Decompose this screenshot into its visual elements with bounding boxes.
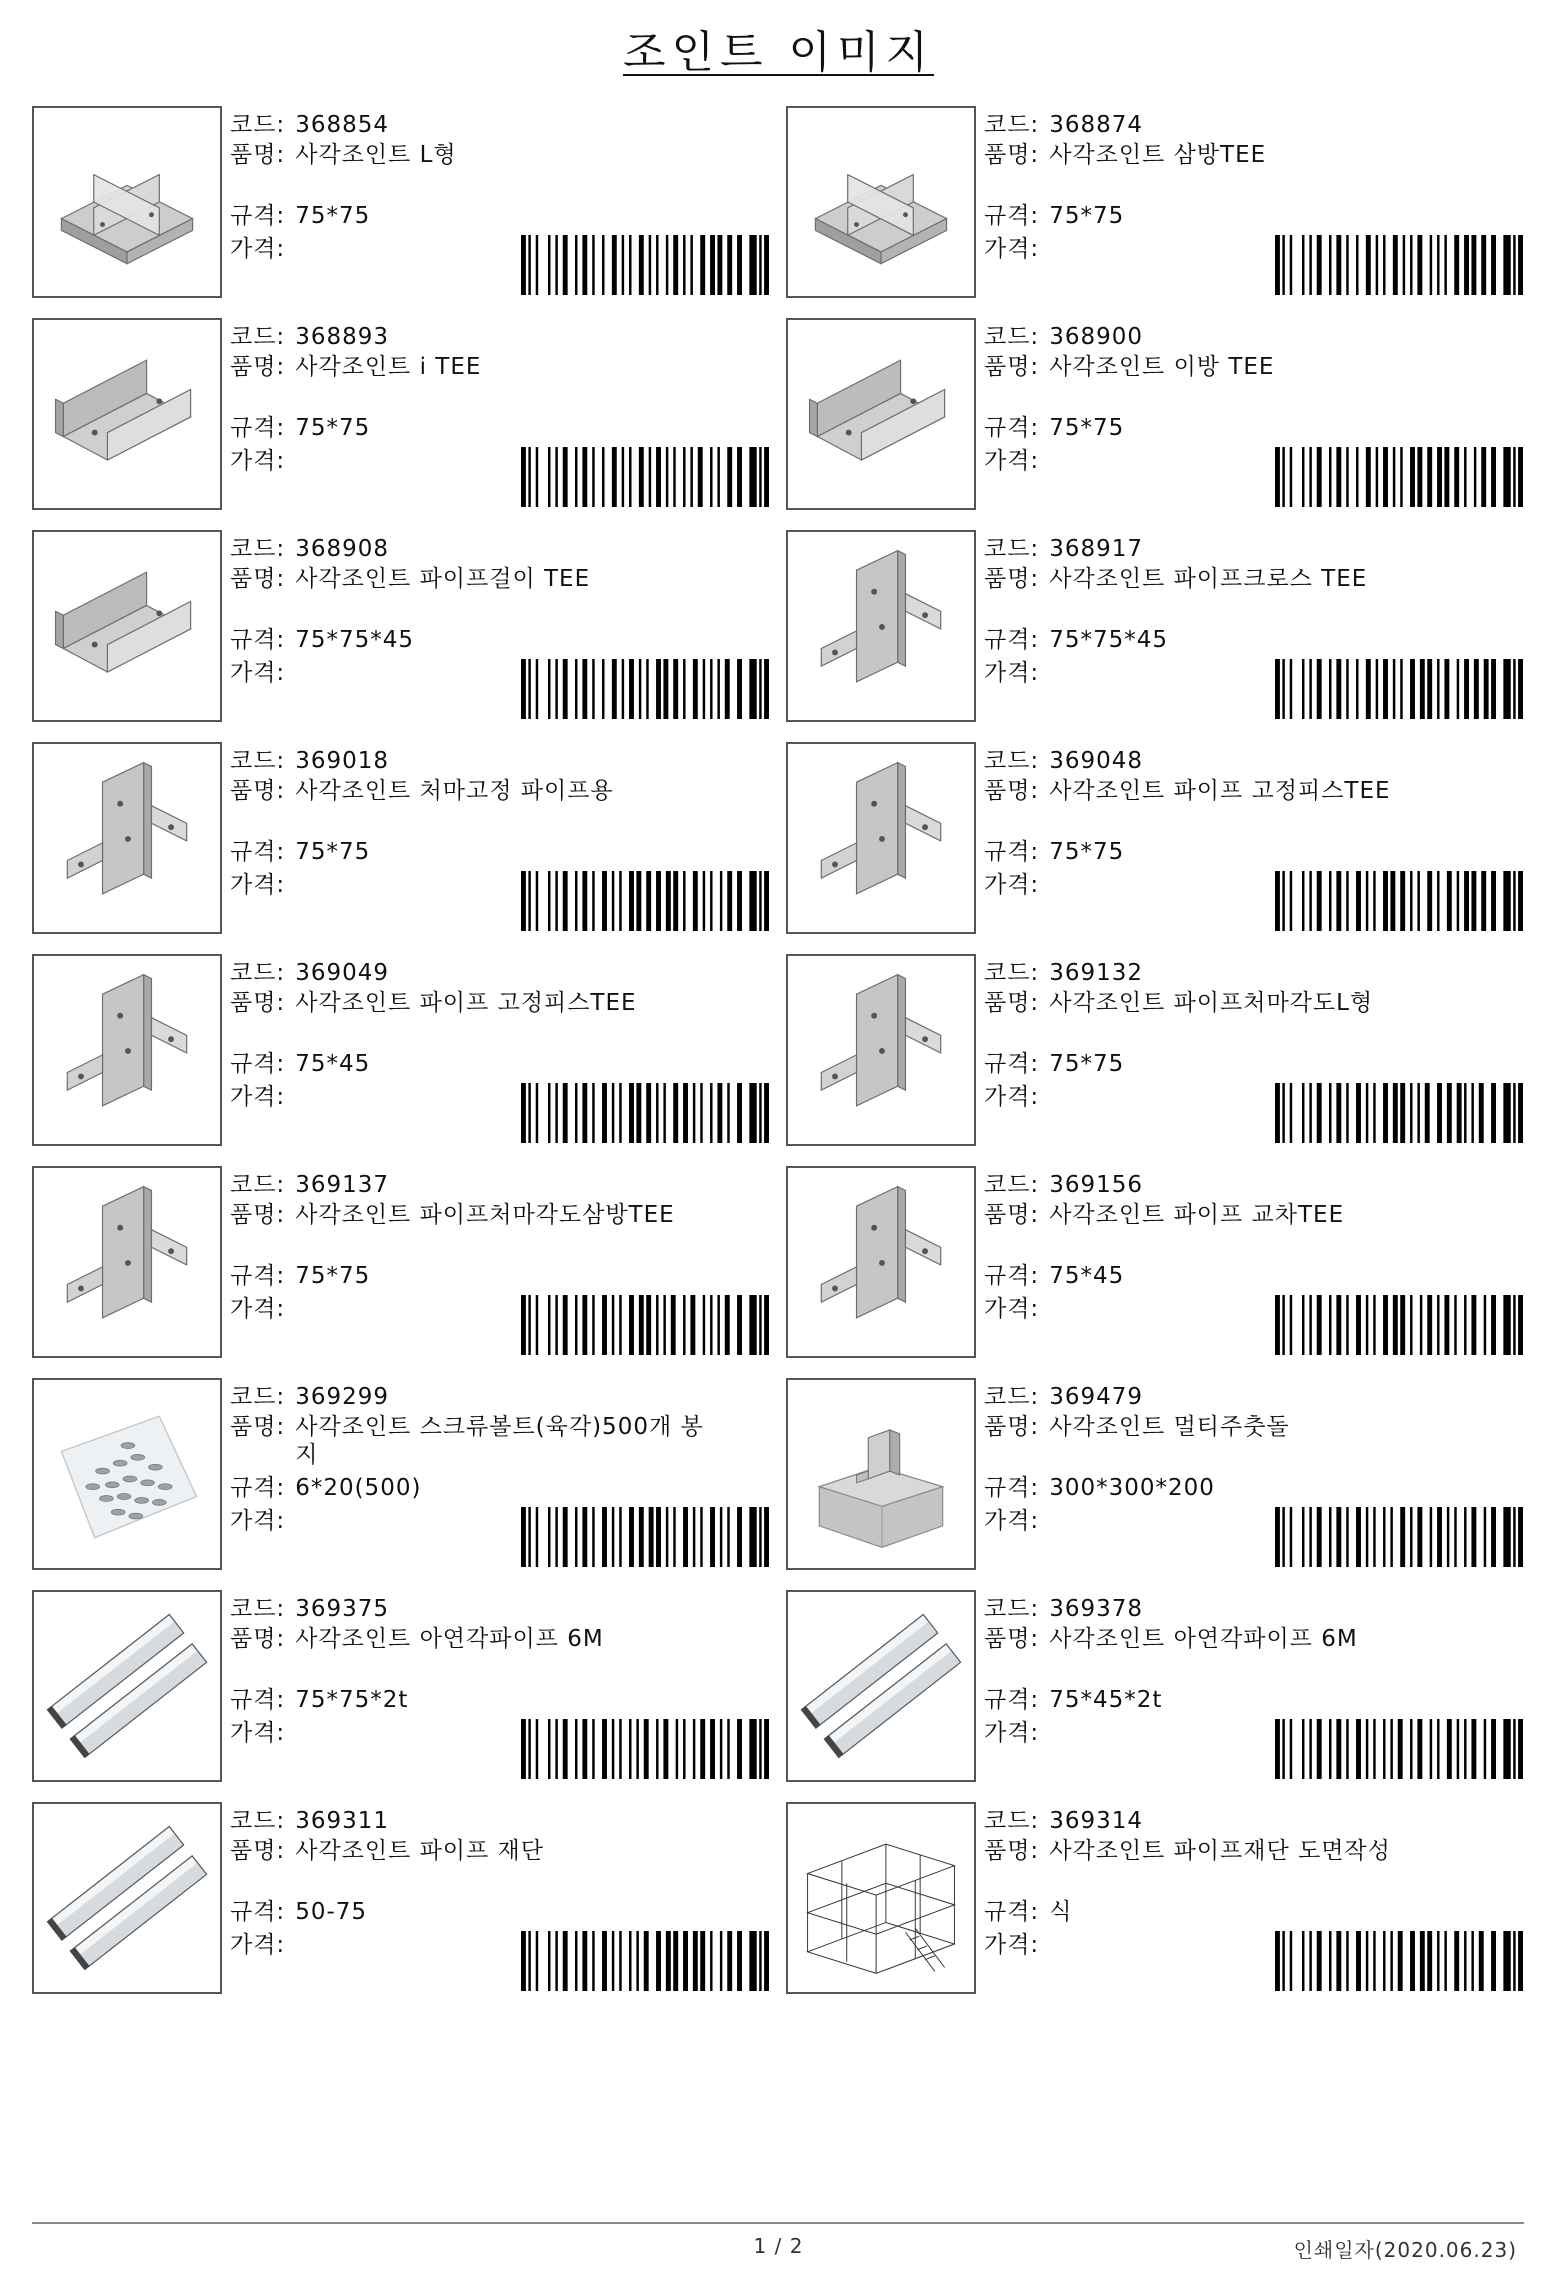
spec-line [984,1050,1124,1078]
name-line [230,141,725,169]
name-line [230,1837,725,1865]
name-label: 품명: [230,1202,286,1228]
spec-label: 규격: [230,1051,286,1077]
code-value: 368900 [1049,324,1143,350]
spec-value: 300*300*200 [1049,1475,1215,1501]
name-line [984,1625,1479,1653]
code-line [230,747,389,775]
price-label: 가격: [984,1720,1040,1746]
pipes-image [34,1804,220,1992]
code-line [984,1595,1143,1623]
page-title: 조인트 이미지 [622,27,934,78]
code-value: 369299 [295,1384,389,1410]
product-card [32,1378,786,1570]
product-card [786,318,1524,510]
spec-line [984,1898,1072,1926]
barcode [1275,871,1523,931]
price-label: 가격: [230,1932,286,1958]
price-label: 가격: [230,1508,286,1534]
code-line [230,1171,389,1199]
product-image [786,106,976,298]
code-line [984,535,1143,563]
spec-label: 규격: [984,415,1040,441]
code-label: 코드: [230,1808,286,1834]
spec-line [230,1050,370,1078]
code-label: 코드: [230,960,286,986]
price-line [984,1083,1039,1111]
spec-line [984,414,1124,442]
code-value: 368917 [1049,536,1143,562]
code-label: 코드: [230,536,286,562]
name-label: 품명: [984,1202,1040,1228]
spec-label: 규격: [230,203,286,229]
spec-value: 75*45 [295,1051,371,1077]
product-image [786,530,976,722]
product-image [786,954,976,1146]
price-label: 가격: [984,1932,1040,1958]
spec-label: 규격: [230,1475,286,1501]
price-line [230,235,285,263]
barcode [1275,1295,1523,1355]
barcode [521,235,769,295]
code-label: 코드: [984,960,1040,986]
code-value: 369378 [1049,1596,1143,1622]
price-line [230,659,285,687]
name-value: 사각조인트 아연각파이프 6M [295,1626,604,1652]
price-line [230,447,285,475]
code-label: 코드: [230,112,286,138]
product-card [786,1166,1524,1358]
spec-label: 규격: [230,839,286,865]
code-label: 코드: [230,1596,286,1622]
code-value: 369311 [295,1808,389,1834]
page-number: 1 / 2 [753,2234,804,2258]
barcode [1275,1931,1523,1991]
name-value: 사각조인트 파이프 재단 [295,1838,544,1864]
price-label: 가격: [984,660,1040,686]
name-value: 사각조인트 파이프처마각도L형 [1049,990,1374,1016]
spec-line [230,1898,367,1926]
price-label: 가격: [984,1084,1040,1110]
name-value: 사각조인트 i TEE [295,354,482,380]
spec-label: 규격: [984,1475,1040,1501]
code-line [230,959,389,987]
name-line [984,565,1479,593]
product-card [786,106,1524,298]
product-card [786,530,1524,722]
name-label: 품명: [984,354,1040,380]
product-card [786,1378,1524,1570]
product-image [786,1802,976,1994]
product-image [32,530,222,722]
name-line [984,989,1479,1017]
barcode [521,447,769,507]
product-card [32,318,786,510]
product-card [32,742,786,934]
name-label: 품명: [984,1414,1040,1440]
spec-label: 규격: [984,839,1040,865]
spec-label: 규격: [984,627,1040,653]
name-label: 품명: [230,990,286,1016]
bracket-joint-image [788,1168,974,1356]
code-label: 코드: [984,1384,1040,1410]
name-line [230,565,725,593]
spec-value: 75*75*45 [295,627,414,653]
product-card [786,954,1524,1146]
name-label: 품명: [230,354,286,380]
price-label: 가격: [230,236,286,262]
product-grid [32,106,1524,2014]
code-value: 369479 [1049,1384,1143,1410]
spec-value: 75*75*45 [1049,627,1168,653]
product-card [32,1166,786,1358]
code-line [230,1383,389,1411]
price-line [230,1295,285,1323]
name-value: 사각조인트 L형 [295,142,457,168]
spec-value: 75*45*2t [1049,1687,1163,1713]
code-value: 369018 [295,748,389,774]
spec-value: 75*75 [1049,1051,1125,1077]
price-label: 가격: [984,1296,1040,1322]
price-line [984,659,1039,687]
price-label: 가격: [984,1508,1040,1534]
barcode [521,1083,769,1143]
name-label: 품명: [984,1626,1040,1652]
price-label: 가격: [230,660,286,686]
code-line [230,1595,389,1623]
price-line [984,1719,1039,1747]
product-image [786,742,976,934]
code-value: 369156 [1049,1172,1143,1198]
product-image [786,318,976,510]
code-line [984,747,1143,775]
product-image [32,742,222,934]
spec-label: 규격: [230,627,286,653]
spec-line [984,626,1168,654]
code-line [230,323,389,351]
name-label: 품명: [984,990,1040,1016]
print-date: 인쇄일자(2020.06.23) [1293,2238,1517,2262]
spec-line [984,1262,1124,1290]
product-card [786,1802,1524,1994]
name-line [984,777,1479,805]
price-line [984,235,1039,263]
product-image [32,1802,222,1994]
barcode [1275,1719,1523,1779]
code-label: 코드: [984,324,1040,350]
barcode [1275,1507,1523,1567]
name-value: 사각조인트 파이프크로스 TEE [1049,566,1368,592]
spec-value: 75*75 [1049,203,1125,229]
product-card [32,1590,786,1782]
price-line [984,447,1039,475]
code-line [984,959,1143,987]
code-value: 369048 [1049,748,1143,774]
name-label: 품명: [230,1414,286,1440]
spec-label: 규격: [984,1051,1040,1077]
barcode [1275,447,1523,507]
spec-line [230,626,414,654]
barcode [1275,1083,1523,1143]
price-label: 가격: [230,872,286,898]
spec-value: 75*75 [1049,839,1125,865]
product-image [32,954,222,1146]
name-value: 사각조인트 스크류볼트(육각)500개 봉지 [295,1414,704,1468]
spec-line [984,1474,1215,1502]
price-label: 가격: [984,236,1040,262]
code-value: 369137 [295,1172,389,1198]
product-card [32,1802,786,1994]
product-card [786,1590,1524,1782]
name-line [984,1837,1479,1865]
code-value: 368908 [295,536,389,562]
bracket-joint-image [788,532,974,720]
channel-joint-image [788,320,974,508]
price-label: 가격: [984,448,1040,474]
price-label: 가격: [230,448,286,474]
code-label: 코드: [984,112,1040,138]
price-line [984,871,1039,899]
product-image [786,1166,976,1358]
code-label: 코드: [984,1172,1040,1198]
cross-joint-image [34,108,220,296]
code-line [230,111,389,139]
channel-joint-image [34,532,220,720]
name-line [230,1201,725,1229]
spec-label: 규격: [984,1687,1040,1713]
price-line [984,1507,1039,1535]
price-label: 가격: [984,872,1040,898]
name-value: 사각조인트 아연각파이프 6M [1049,1626,1358,1652]
code-label: 코드: [984,536,1040,562]
code-value: 369375 [295,1596,389,1622]
spec-line [230,838,370,866]
product-image [32,1590,222,1782]
name-line [230,353,725,381]
spec-value: 6*20(500) [295,1475,422,1501]
spec-label: 규격: [984,203,1040,229]
product-image [32,1378,222,1570]
price-line [230,1083,285,1111]
name-line [230,777,725,805]
pipes-image [788,1592,974,1780]
name-label: 품명: [230,1626,286,1652]
spec-line [230,414,370,442]
code-label: 코드: [230,324,286,350]
product-card [32,530,786,722]
name-line [984,141,1479,169]
name-label: 품명: [984,142,1040,168]
price-line [230,871,285,899]
spec-value: 75*75*2t [295,1687,409,1713]
code-label: 코드: [230,1172,286,1198]
barcode [1275,659,1523,719]
name-label: 품명: [984,778,1040,804]
name-line [230,989,725,1017]
spec-line [984,1686,1162,1714]
product-image [32,106,222,298]
code-line [984,1807,1143,1835]
name-value: 사각조인트 이방 TEE [1049,354,1275,380]
cross-joint-image [788,108,974,296]
name-value: 사각조인트 파이프처마각도삼방TEE [295,1202,675,1228]
code-value: 368854 [295,112,389,138]
name-line [984,1201,1479,1229]
barcode [521,1507,769,1567]
spec-line [984,838,1124,866]
screws-bag-image [34,1380,220,1568]
price-label: 가격: [230,1720,286,1746]
barcode [1275,235,1523,295]
product-card [32,954,786,1146]
barcode [521,1295,769,1355]
name-label: 품명: [230,1838,286,1864]
name-line [230,1625,725,1653]
product-image [32,318,222,510]
bracket-joint-image [34,744,220,932]
barcode [521,1931,769,1991]
product-image [786,1590,976,1782]
spec-value: 75*75 [295,1263,371,1289]
name-line [984,1413,1479,1441]
name-line [984,353,1479,381]
code-label: 코드: [230,748,286,774]
price-line [230,1719,285,1747]
name-line [230,1413,725,1469]
name-value: 사각조인트 파이프 교차TEE [1049,1202,1345,1228]
code-line [230,535,389,563]
code-value: 368893 [295,324,389,350]
product-card [786,742,1524,934]
code-line [230,1807,389,1835]
bracket-joint-image [34,1168,220,1356]
code-line [984,323,1143,351]
price-line [230,1507,285,1535]
barcode [521,1719,769,1779]
name-label: 품명: [230,142,286,168]
name-value: 사각조인트 파이프걸이 TEE [295,566,591,592]
product-card [32,106,786,298]
product-image [32,1166,222,1358]
name-value: 사각조인트 파이프재단 도면작성 [1049,1838,1391,1864]
spec-line [230,1686,408,1714]
name-value: 사각조인트 파이프 고정피스TEE [1049,778,1391,804]
spec-label: 규격: [984,1899,1040,1925]
pipes-image [34,1592,220,1780]
spec-value: 75*75 [295,839,371,865]
foundation-image [788,1380,974,1568]
name-value: 사각조인트 멀티주춧돌 [1049,1414,1290,1440]
spec-label: 규격: [230,1899,286,1925]
spec-label: 규격: [230,1687,286,1713]
spec-line [230,202,370,230]
footer-divider [32,2222,1524,2224]
code-line [984,1383,1143,1411]
spec-label: 규격: [984,1263,1040,1289]
name-value: 사각조인트 처마고정 파이프용 [295,778,614,804]
spec-value: 75*45 [1049,1263,1125,1289]
barcode [521,871,769,931]
code-value: 369314 [1049,1808,1143,1834]
name-value: 사각조인트 파이프 고정피스TEE [295,990,637,1016]
code-value: 368874 [1049,112,1143,138]
spec-label: 규격: [230,1263,286,1289]
spec-value: 75*75 [1049,415,1125,441]
product-image [786,1378,976,1570]
spec-value: 75*75 [295,415,371,441]
name-label: 품명: [230,566,286,592]
code-value: 369132 [1049,960,1143,986]
name-label: 품명: [984,1838,1040,1864]
spec-line [230,1474,421,1502]
name-label: 품명: [230,778,286,804]
price-label: 가격: [230,1296,286,1322]
bracket-joint-image [788,744,974,932]
spec-value: 식 [1049,1899,1073,1925]
price-line [984,1295,1039,1323]
price-label: 가격: [230,1084,286,1110]
name-value: 사각조인트 삼방TEE [1049,142,1267,168]
spec-value: 50-75 [295,1899,368,1925]
spec-line [984,202,1124,230]
code-label: 코드: [230,1384,286,1410]
frame-image [788,1804,974,1992]
price-line [984,1931,1039,1959]
bracket-joint-image [34,956,220,1144]
code-label: 코드: [984,748,1040,774]
code-line [984,111,1143,139]
code-line [984,1171,1143,1199]
price-line [230,1931,285,1959]
code-value: 369049 [295,960,389,986]
code-label: 코드: [984,1596,1040,1622]
spec-line [230,1262,370,1290]
channel-joint-image [34,320,220,508]
barcode [521,659,769,719]
code-label: 코드: [984,1808,1040,1834]
bracket-joint-image [788,956,974,1144]
name-label: 품명: [984,566,1040,592]
spec-label: 규격: [230,415,286,441]
spec-value: 75*75 [295,203,371,229]
